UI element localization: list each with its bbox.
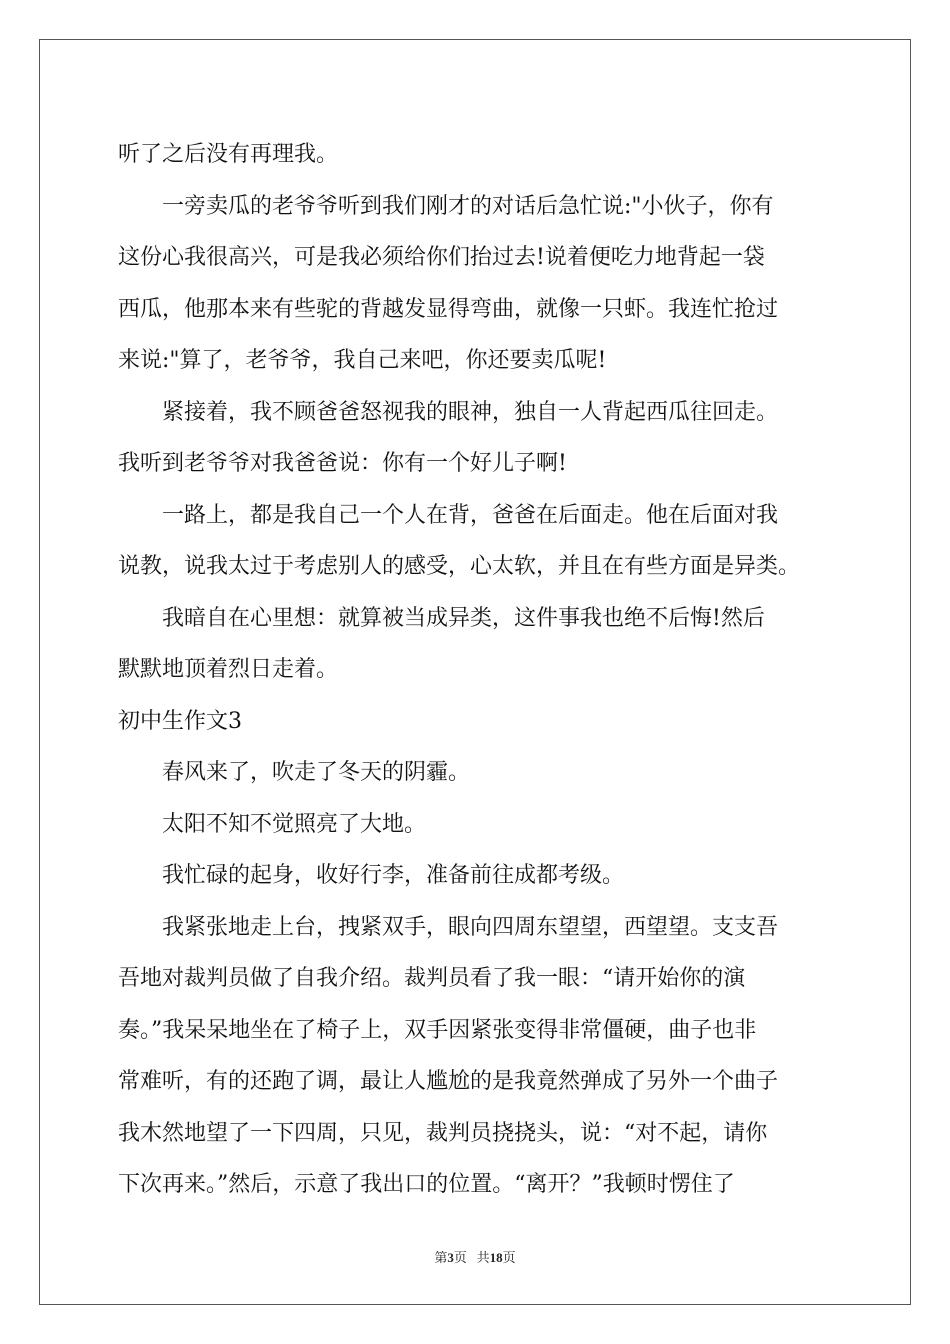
page-suffix: 页 — [453, 1250, 467, 1265]
text-line: 来说:"算了，老爷爷，我自己来吧，你还要卖瓜呢! — [118, 348, 607, 373]
text-line: 我听到老爷爷对我爸爸说：你有一个好儿子啊! — [118, 451, 567, 476]
text-line: 听了之后没有再理我。 — [118, 142, 339, 167]
text-line: 太阳不知不觉照亮了大地。 — [162, 811, 427, 837]
text-line: 我紧张地走上台，拽紧双手，眼向四周东望望，西望望。支支吾 — [162, 914, 779, 940]
page-footer — [0, 1247, 950, 1266]
text-line: 西瓜，他那本来有些驼的背越发显得弯曲，就像一只虾。我连忙抢过 — [118, 296, 779, 322]
text-line: 常难听，有的还跑了调，最让人尴尬的是我竟然弹成了另外一个曲子 — [118, 1069, 779, 1094]
text-line: 奏。”我呆呆地坐在了椅子上，双手因紧张变得非常僵硬，曲子也非 — [118, 1017, 757, 1043]
text-line: 一路上，都是我自己一个人在背，爸爸在后面走。他在后面对我 — [162, 502, 779, 528]
text-line: 说教，说我太过于考虑别人的感受，心太软，并且在有些方面是异类。 — [118, 554, 801, 579]
total-pages: 18 — [489, 1250, 503, 1265]
text-line: 下次再来。”然后，示意了我出口的位置。“离开？”我顿时愣住了 — [118, 1172, 735, 1197]
text-line: 我忙碌的起身，收好行李，准备前往成都考级。 — [162, 863, 625, 888]
text-line: 一旁卖瓜的老爷爷听到我们刚才的对话后急忙说:"小伙子，你有 — [162, 193, 774, 219]
text-line: 紧接着，我不顾爸爸怒视我的眼神，独自一人背起西瓜往回走。 — [162, 399, 779, 425]
text-line: 默默地顶着烈日走着。 — [118, 657, 339, 682]
text-line: 吾地对裁判员做了自我介绍。裁判员看了我一眼：“请开始你的演 — [118, 966, 746, 991]
total-suffix: 页 — [502, 1250, 516, 1265]
document-body — [118, 129, 838, 1211]
page-prefix: 第 — [434, 1250, 448, 1265]
text-line: 这份心我很高兴，可是我必须给你们抬过去!说着便吃力地背起一袋 — [118, 245, 765, 270]
total-prefix: 共 — [476, 1250, 490, 1265]
section-heading: 初中生作文3 — [118, 708, 242, 734]
text-line: 我暗自在心里想：就算被当成异类，这件事我也绝不后悔!然后 — [162, 605, 765, 631]
text-line: 春风来了，吹走了冬天的阴霾。 — [162, 760, 471, 785]
page-number: 3 — [447, 1250, 454, 1265]
text-line: 我木然地望了一下四周，只见，裁判员挠挠头，说：“对不起，请你 — [118, 1120, 768, 1146]
